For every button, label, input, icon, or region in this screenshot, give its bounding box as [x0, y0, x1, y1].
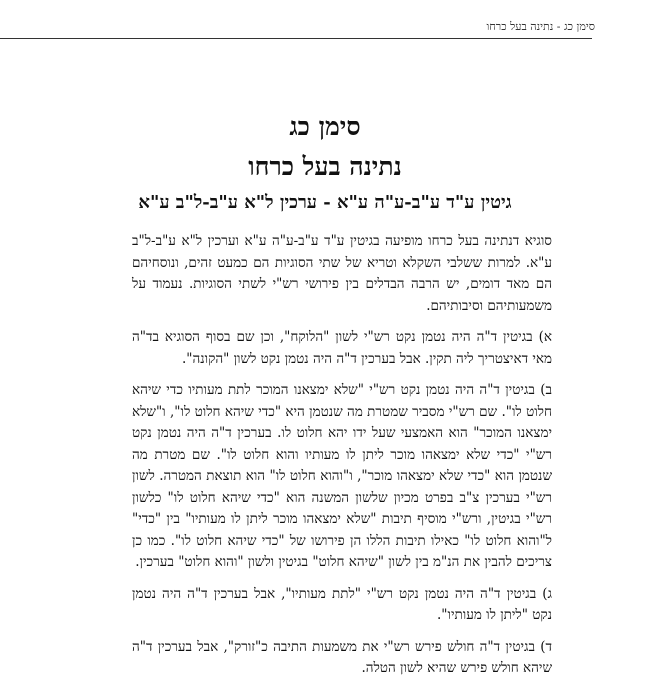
header-rule [0, 38, 592, 39]
body-text [132, 231, 552, 690]
paragraph-gimel: ג) בגיטין ד"ה היה נטמן נקט רש"י "לתת מעותיו", אבל בערכין ד"ה היה נטמן נקט "ליתן לו מעותיו". [132, 585, 552, 623]
chapter-number: סימן כג [289, 112, 361, 141]
paragraph-bet: ב) בגיטין ד"ה היה נטמן נקט רש"י "שלא ימצאנו המוכר לתת מעותיו כדי שיהא חלוט לו". שם רש"י מסביר שמטרת מה שנטמן היא "כדי שיהא חלוט לו", ו"שלא ימצאנו המוכר" הוא האמצעי שעל ידו יהא חלוט לו. בערכין ד"ה היה נטמן נקט רש"י "כדי שלא ימצאהו מוכר ליתן לו מעותיו והוא חלוט לו". שם מטרת מה שנטמן הוא "כדי שלא ימצאהו מוכר", ו"והוא חלוט לו" הוא תוצאת המטרה. לשון רש"י בערכין צ"ב בפרט מכיון שלשון המשנה הוא "כדי שיהא חלוט לו" כלשון רש"י בגיטין, ורש"י מוסיף תיבות "שלא ימצאהו מוכר ליתן לו מעותיו" בין "כדי" ל"והוא חלוט לו" כאילו תיבות הללו הן פירושו של "כדי שיהא חלוט לו". כמו כן צריכים להבין את הנ"מ בין לשון "שיהא חלוט" בגיטין ולשון "והוא חלוט" בערכין. [132, 382, 552, 570]
paragraph-alef: א) בגיטין ד"ה היה נטמן נקט רש"י לשון "הלוקח", וכן שם בסוף הסוגיא בד"ה מאי דאיצטריך ליה תקין. אבל בערכין ד"ה היה נטמן נקט לשון "הקונה". [132, 329, 552, 367]
chapter-title: נתינה בעל כרחו [248, 152, 402, 181]
chapter-sources: גיטין ע"ד ע"ב-ע"ה ע"א - ערכין ל"א ע"ב-ל"ב ע"א [138, 192, 512, 213]
running-header: סימן כג - נתינה בעל כרחו [486, 20, 595, 33]
intro-paragraph: סוגיא דנתינה בעל כרחו מופיעה בגיטין ע"ד ע"ב-ע"ה ע"א וערכין ל"א ע"ב-ל"ב ע"א. למרות ששלבי השקלא וטריא של שתי הסוגיות הם כמעט זהים, ונוסחיהם הם מאד דומים, יש הרבה הבדלים בין פירושי רש"י לשתי הסוגיות. נעמוד על משמעותיהם וסיבותיהם. [132, 233, 552, 314]
paragraph-dalet: ד) בגיטין ד"ה חולש פירש רש"י את משמעות התיבה כ"זורק", אבל בערכין ד"ה שיהא חולש פירש שהיא לשון הטלה. [132, 638, 552, 676]
